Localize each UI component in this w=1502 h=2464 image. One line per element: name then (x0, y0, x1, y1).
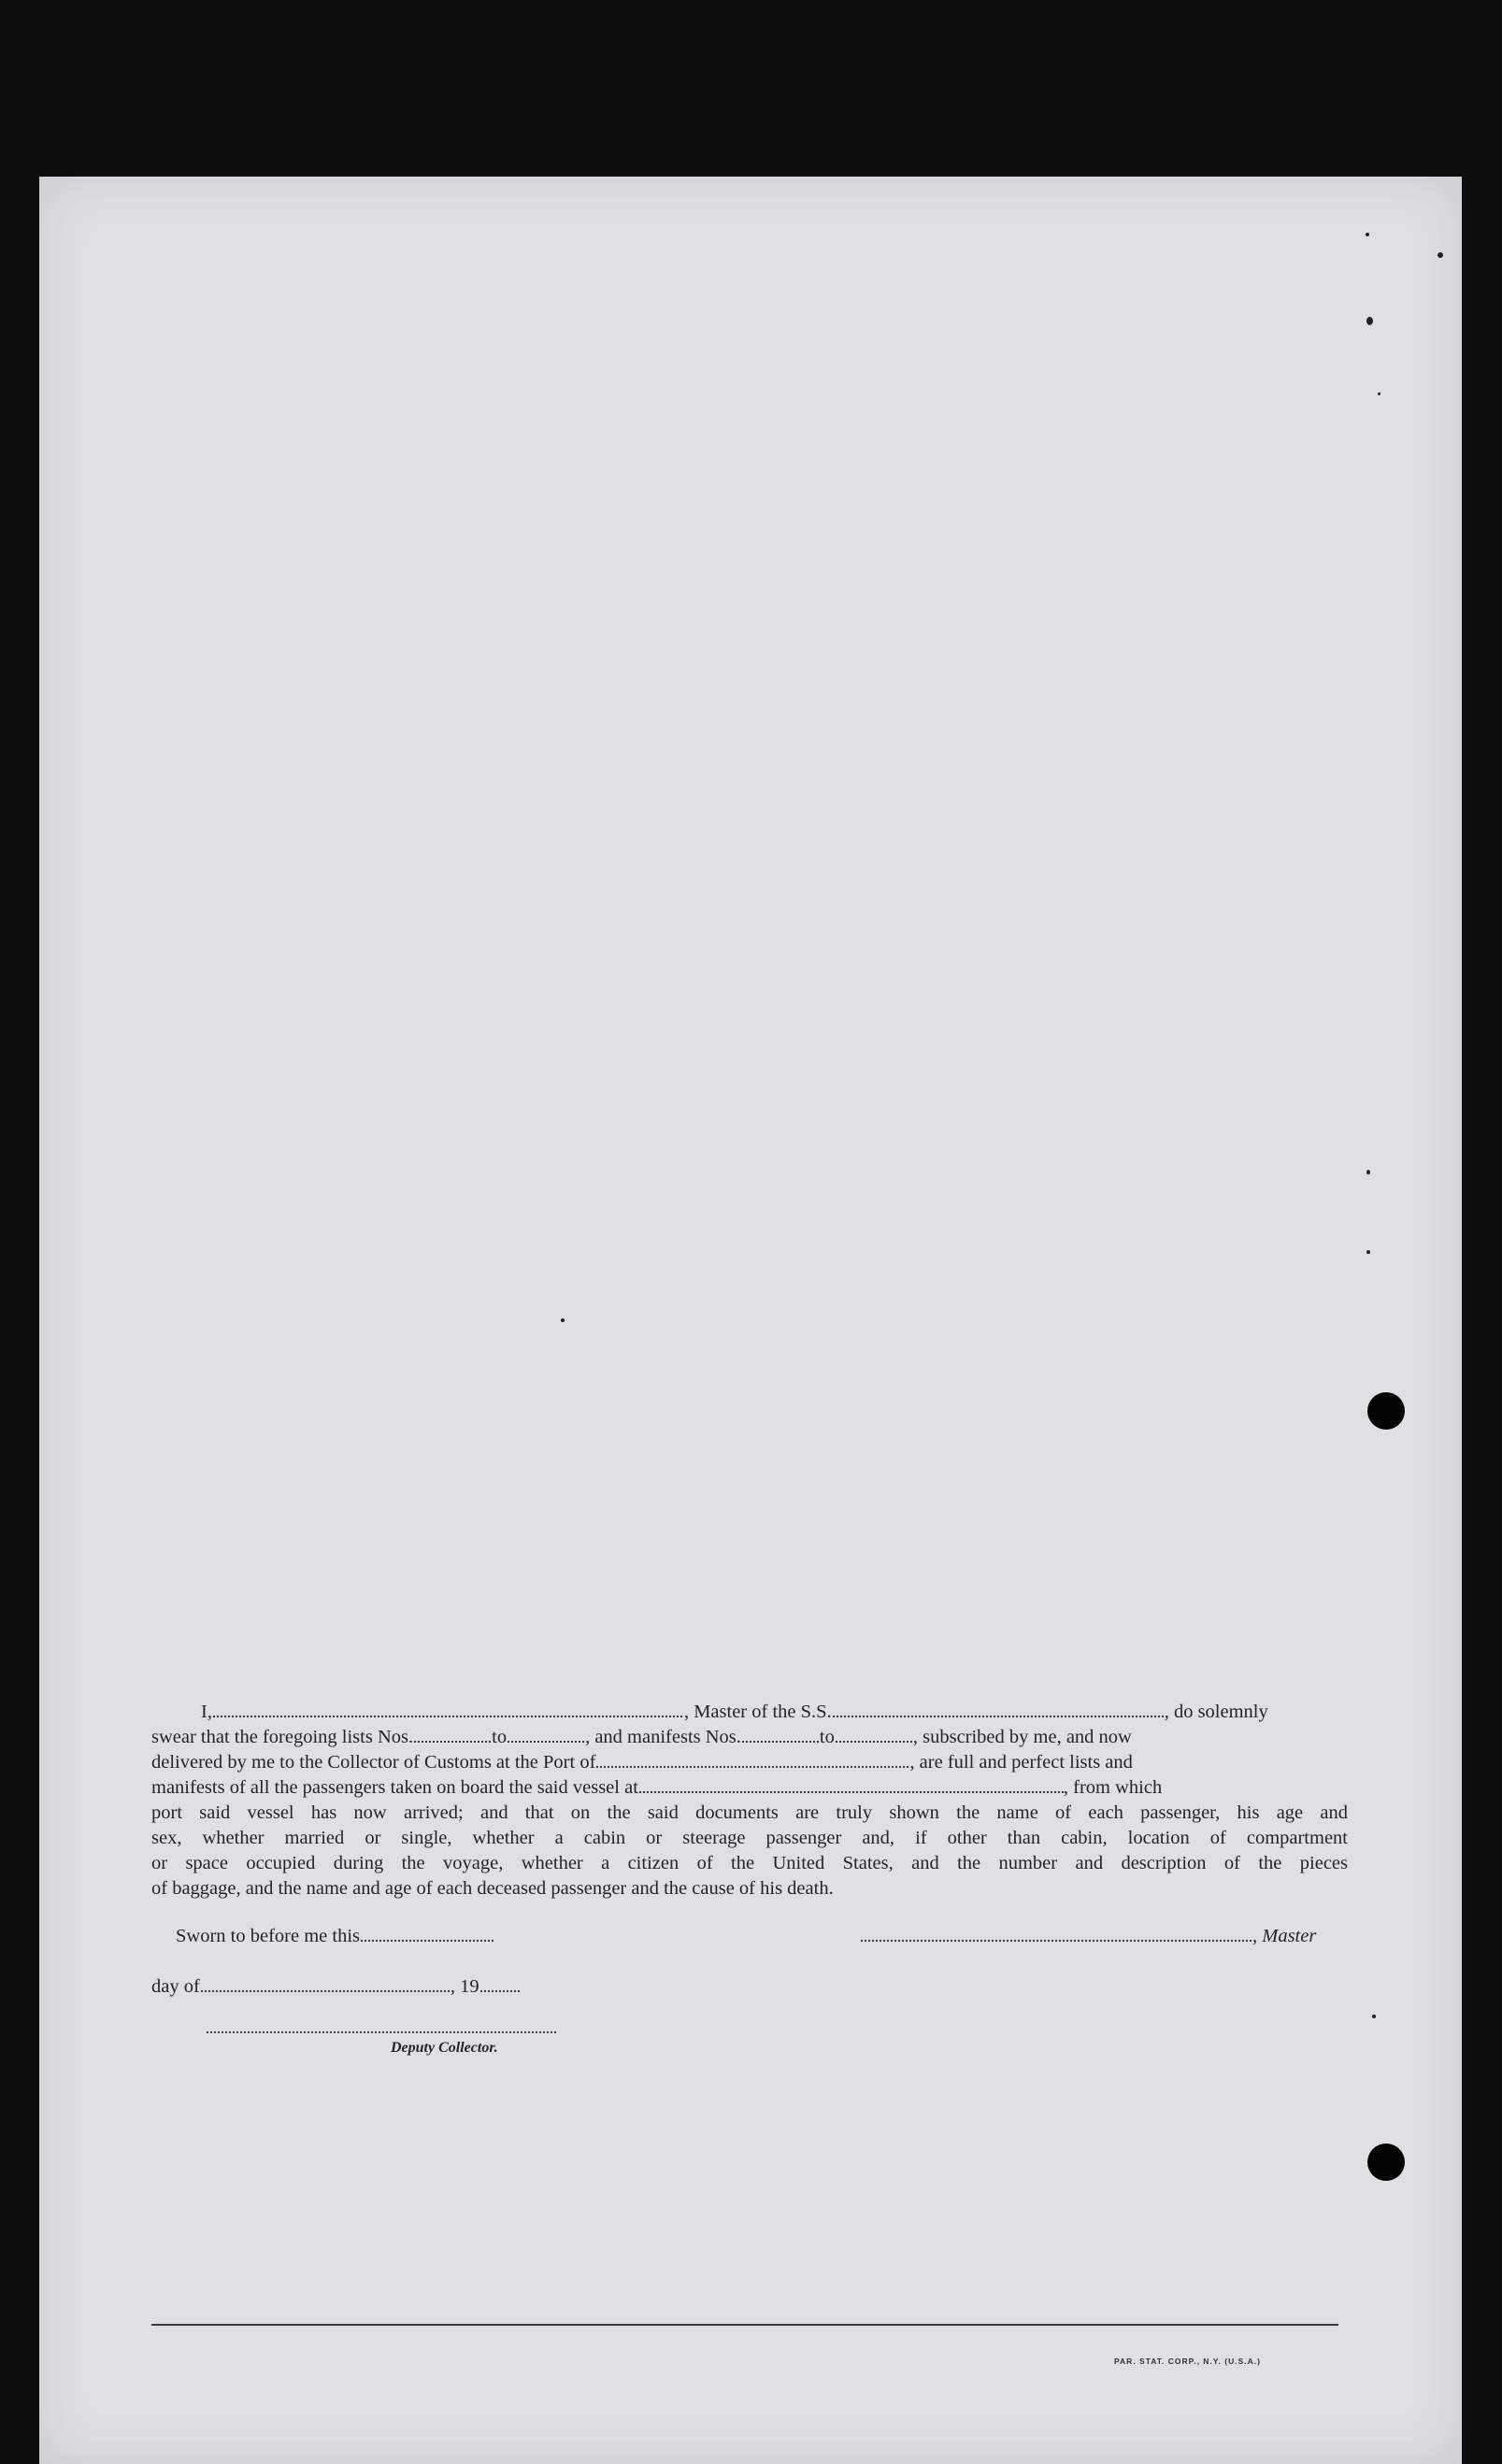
oath-text: , do solemnly (1164, 1702, 1268, 1722)
oath-line-2 (151, 1725, 1348, 1750)
deputy-collector-label: Deputy Collector. (391, 2040, 498, 2056)
blank-sworn-date (360, 1934, 494, 1942)
scan-speck (1366, 317, 1373, 325)
oath-text: swear that the foregoing lists Nos. (151, 1727, 414, 1747)
master-oath (151, 1700, 1348, 1901)
printer-imprint: PAR. STAT. CORP., N.Y. (U.S.A.) (1114, 2357, 1261, 2366)
punch-hole (1367, 1392, 1405, 1430)
scan-speck (1438, 252, 1443, 258)
scan-speck (1366, 1170, 1370, 1175)
day-of-label: day of (151, 1976, 200, 1997)
oath-line-3 (151, 1750, 1348, 1775)
oath-line-4 (151, 1775, 1348, 1801)
year-prefix: , 19 (450, 1976, 479, 1997)
oath-text: , and manifests Nos. (585, 1727, 741, 1747)
master-comma: , (1252, 1926, 1258, 1946)
blank-manifest-from (741, 1735, 820, 1743)
blank-month (200, 1985, 451, 1992)
blank-list-to (507, 1735, 585, 1743)
sworn-label: Sworn to before me this (176, 1926, 360, 1946)
blank-year (479, 1985, 522, 1992)
oath-text: to (819, 1727, 835, 1747)
master-signature-line (860, 1926, 1316, 1947)
blank-port (595, 1760, 909, 1768)
master-label: Master (1262, 1926, 1317, 1946)
scan-speck (1378, 392, 1380, 395)
manifest-sheet (39, 177, 1462, 2464)
oath-line-6: sex, whether married or single, whether a cabin or steerage passenger and, if other than cabin, location of compartment (151, 1828, 1348, 1848)
blank-list-from (413, 1735, 492, 1743)
day-of-line (151, 1976, 522, 1998)
scan-speck (561, 1318, 565, 1322)
oath-line-1 (151, 1700, 1348, 1725)
blank-deputy-signature (206, 2026, 556, 2033)
oath-text: , are full and perfect lists and (909, 1752, 1133, 1773)
oath-text: , Master of the S.S. (683, 1702, 832, 1722)
sworn-line (176, 1926, 494, 1947)
blank-master-signature (860, 1934, 1252, 1942)
oath-text: , subscribed by me, and now (912, 1727, 1132, 1747)
scan-speck (1366, 233, 1369, 236)
oath-text: , from which (1063, 1777, 1163, 1798)
oath-line-5: port said vessel has now arrived; and that on the said documents are truly shown the name of each passenger, his age and (151, 1802, 1348, 1823)
blank-embarkation-port (638, 1786, 1064, 1793)
oath-text: delivered by me to the Collector of Customs at the Port of (151, 1752, 596, 1773)
punch-hole (1367, 2144, 1405, 2181)
deputy-collector-line (206, 2017, 556, 2039)
blank-manifest-to (835, 1735, 913, 1743)
blank-master-name (212, 1710, 684, 1717)
scan-speck (1372, 2015, 1376, 2018)
oath-line-8: of baggage, and the name and age of each deceased passenger and the cause of his death. (151, 1878, 834, 1899)
scan-speck (1366, 1250, 1370, 1254)
bottom-rule (151, 2324, 1338, 2326)
oath-text: to (492, 1727, 508, 1747)
oath-text: I, (201, 1702, 212, 1722)
blank-ship-name (832, 1710, 1165, 1717)
oath-text: manifests of all the passengers taken on board the said vessel at (151, 1777, 638, 1798)
oath-line-7: or space occupied during the voyage, whether a citizen of the United States, and the number and description of the pieces (151, 1853, 1348, 1873)
